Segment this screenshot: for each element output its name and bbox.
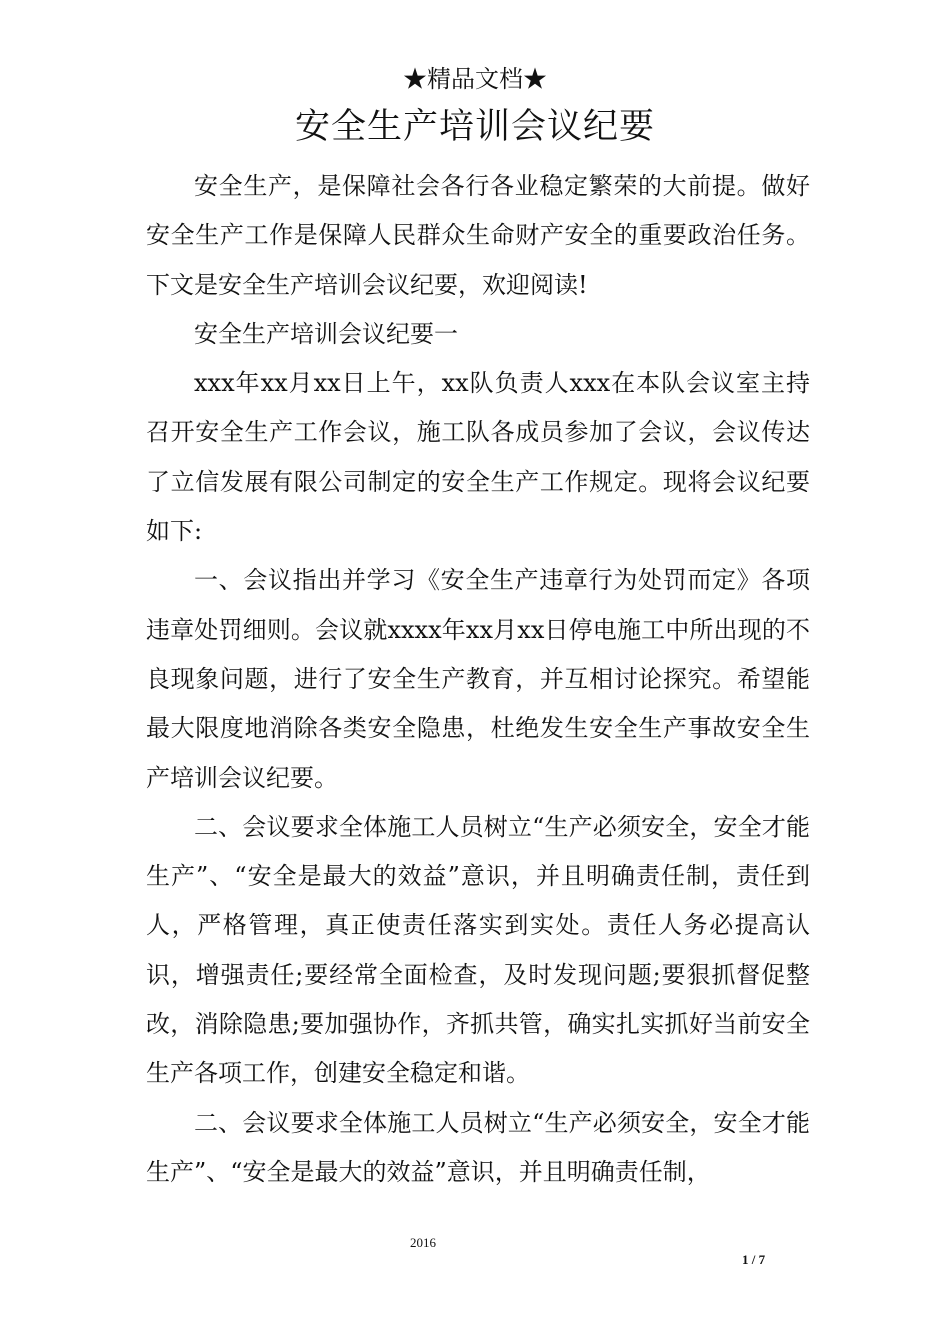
footer-year: 2016 bbox=[410, 1235, 436, 1250]
paragraph-item-2-repeat: 二、会议要求全体施工人员树立“生产必须安全，安全才能生产”、“安全是最大的效益”意识，并且明确责任制， bbox=[146, 1108, 810, 1186]
paragraph-item-2: 二、会议要求全体施工人员树立“生产必须安全，安全才能生产”、“安全是最大的效益”意识，并且明确责任制，责任到人，严格管理，真正使责任落实到实处。责任人务必提高认识，增强责任;要经常全面检查，及时发现问题;要狠抓督促整改，消除隐患;要加强协作，齐抓共管，确实扎实抓好当前安全生产各项工作，创建安全稳定和谐。 bbox=[146, 812, 810, 1088]
paragraph-meeting-summary: xxx年xx月xx日上午，xx队负责人xxx在本队会议室主持召开安全生产工作会议，施工队各成员参加了会议，会议传达了立信发展有限公司制定的安全生产工作规定。现将会议纪要如下: bbox=[146, 369, 810, 546]
paragraph-section-heading: 安全生产培训会议纪要一 bbox=[194, 319, 458, 348]
document-title: 安全生产培训会议纪要 bbox=[294, 107, 655, 147]
paragraph-item-1: 一、会议指出并学习《安全生产违章行为处罚而定》各项违章处罚细则。会议就xxxx年xx月xx日停电施工中所出现的不良现象问题，进行了安全生产教育，并互相讨论探究。希望能最大限度地消除各类安全隐患，杜绝发生安全生产事故安全生产培训会议纪要。 bbox=[146, 566, 810, 792]
paragraph-intro: 安全生产，是保障社会各行各业稳定繁荣的大前提。做好安全生产工作是保障人民群众生命财产安全的重要政治任务。下文是安全生产培训会议纪要，欢迎阅读! bbox=[146, 172, 810, 299]
page-number: 1 / 7 bbox=[742, 1252, 766, 1267]
header-mark: ★精品文档★ bbox=[403, 65, 547, 93]
document-body bbox=[146, 162, 810, 1197]
